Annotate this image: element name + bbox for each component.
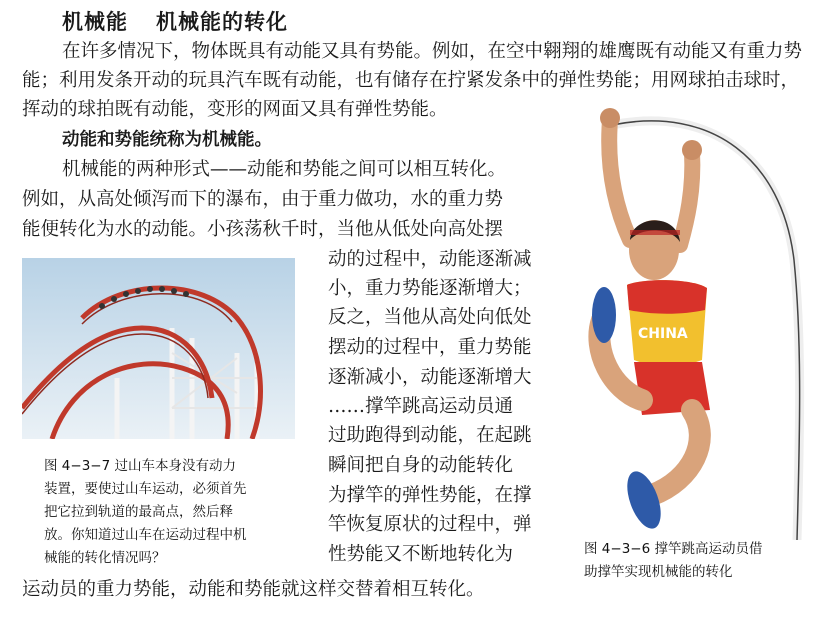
definition-text: 动能和势能统称为机械能。 — [62, 130, 272, 150]
paragraph2-narrow-line: ……撑竿跳高运动员通 — [328, 396, 514, 417]
title-part2: 机械能的转化 — [156, 10, 288, 34]
paragraph2-narrow-line: 动的过程中，动能逐渐减 — [328, 249, 532, 270]
paragraph2-narrow-line: 性势能又不断地转化为 — [328, 544, 514, 565]
paragraph2-narrow-line: 摆动的过程中，重力势能 — [328, 337, 532, 358]
title-part1: 机械能 — [62, 10, 128, 34]
page-title — [62, 6, 288, 36]
figure-437-caption-line: 械能的转化情况吗？ — [44, 550, 166, 566]
paragraph2-narrow-line: 瞬间把自身的动能转化 — [328, 455, 514, 476]
paragraph2-last-line: 运动员的重力势能，动能和势能就这样交替着相互转化。 — [22, 579, 485, 600]
paragraph2-narrow-line: 小，重力势能逐渐增大； — [328, 278, 532, 299]
figure-437-caption-line: 装置，要使过山车运动，必须首先 — [44, 481, 247, 497]
paragraph2-narrow-line: 过助跑得到动能，在起跳 — [328, 425, 532, 446]
paragraph1-line: 在许多情况下，物体既具有动能又具有势能。例如，在空中翱翔的雄鹰既有动能又有重力势 — [62, 41, 803, 62]
paragraph2-narrow-line: 为撑竿的弹性势能，在撑 — [328, 485, 532, 506]
figure-437-caption-line: 图 4−3−7 过山车本身没有动力 — [44, 458, 236, 474]
figure-436-caption-line: 图 4−3−6 撑竿跳高运动员借 — [584, 541, 763, 557]
paragraph2-narrow-line: 反之，当他从高处向低处 — [328, 307, 532, 328]
paragraph1-line: 挥动的球拍既有动能，变形的网面又具有弹性势能。 — [22, 99, 448, 120]
figure-437-caption-line: 放。你知道过山车在运动过程中机 — [44, 527, 247, 543]
figure-437-caption-line: 把它拉到轨道的最高点，然后释 — [44, 504, 233, 520]
paragraph2-narrow-line: 竿恢复原状的过程中，弹 — [328, 514, 532, 535]
roller-coaster-photo — [22, 258, 295, 439]
paragraph1-line: 能；利用发条开动的玩具汽车既有动能，也有储存在拧紧发条中的弹性势能；用网球拍击球时， — [22, 70, 800, 91]
paragraph2-line: 能便转化为水的动能。小孩荡秋千时，当他从低处向高处摆 — [22, 219, 504, 240]
jersey-text: CHINA — [638, 326, 688, 342]
figure-436-caption-line: 助撑竿实现机械能的转化 — [584, 564, 733, 580]
paragraph2-line: 例如，从高处倾泻而下的瀑布，由于重力做功，水的重力势 — [22, 189, 504, 210]
pole-vaulter-illustration — [582, 100, 818, 540]
paragraph2-line: 机械能的两种形式——动能和势能之间可以相互转化。 — [62, 159, 507, 180]
paragraph2-narrow-line: 逐渐减小，动能逐渐增大 — [328, 367, 532, 388]
